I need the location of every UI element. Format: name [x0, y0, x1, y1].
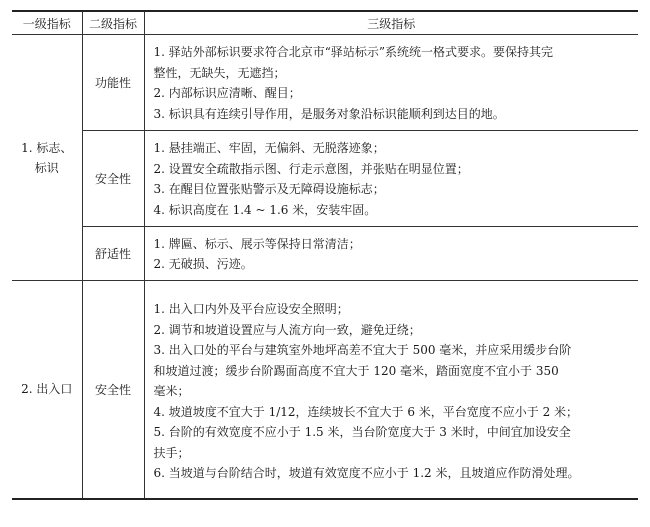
- indicator-table-container: [12, 10, 638, 500]
- level1-cell: [12, 281, 82, 499]
- level3-text-line: 2. 内部标识应清晰、醒目；: [153, 86, 301, 100]
- header-level2: 二级指标: [82, 11, 144, 35]
- level2-cell: 安全性: [82, 281, 144, 499]
- table-row: [12, 131, 638, 227]
- level2-cell: 安全性: [82, 131, 144, 227]
- table-row: [12, 281, 638, 499]
- level3-text-line: 1. 悬挂端正、牢固，无偏斜、无脱落迹象；: [153, 141, 385, 155]
- level3-text-line: 1. 牌匾、标示、展示等保持日常清洁；: [153, 236, 361, 251]
- level3-text-line: 1. 驿站外部标识要求符合北京市“驿站标示”系统统一格式要求。要保持其完: [153, 45, 554, 59]
- level3-cell: [144, 227, 638, 281]
- level3-text-line: 2. 调节和坡道设置应与人流方向一致，避免迂绕；: [153, 322, 421, 337]
- level2-cell: 功能性: [82, 35, 144, 131]
- level3-cell: [144, 281, 638, 499]
- indicator-table: [12, 10, 638, 500]
- level3-text-line: 和坡道过渡；缓步台阶踢面高度不宜大于 120 毫米，踏面宽度不宜小于 350: [153, 363, 559, 378]
- level3-text-line: 3. 在醒目位置张贴警示及无障碍设施标志；: [153, 182, 385, 196]
- level3-text-line: 2. 设置安全疏散指示图、行走示意图，并张贴在明显位置；: [153, 161, 469, 176]
- table-row: [12, 35, 638, 131]
- level3-text-line: 4. 标识高度在 1.4 ~ 1.6 米，安装牢固。: [153, 202, 377, 217]
- level3-text-line: 6. 当坡道与台阶结合时，坡道有效宽度不应小于 1.2 米，且坡道应作防滑处理。: [153, 466, 580, 480]
- level3-text-line: 4. 坡道坡度不宜大于 1/12，连续坡长不宜大于 6 米，平台宽度不应小于 2 米；: [153, 404, 579, 419]
- level3-cell: [144, 131, 638, 227]
- level3-text-line: 2. 无破损、污迹。: [153, 257, 253, 271]
- table-body: [12, 35, 638, 499]
- level2-cell: 舒适性: [82, 227, 144, 281]
- level3-cell: [144, 35, 638, 131]
- level3-text-line: 扶手；: [153, 445, 190, 460]
- level3-text-line: 整性，无缺失，无遮挡；: [153, 65, 286, 80]
- level1-text-line: 标识: [34, 160, 59, 175]
- level3-text-line: 5. 台阶的有效宽度不应小于 1.5 米，当台阶宽度大于 3 米时，中间宜加设安全: [153, 425, 571, 439]
- level1-cell: [12, 35, 82, 281]
- level3-text-line: 毫米；: [153, 384, 190, 398]
- header-level3: 三级指标: [144, 11, 638, 35]
- level3-text-line: 1. 出入口内外及平台应设安全照明；: [153, 302, 349, 316]
- table-header: [12, 11, 638, 35]
- level3-text-line: 3. 出入口处的平台与建筑室外地坪高差不宜大于 500 毫米，并应采用缓步台阶: [153, 343, 572, 357]
- level3-text-line: 3. 标识具有连续引导作用，是服务对象沿标识能顺利到达目的地。: [153, 106, 505, 121]
- header-level1: 一级指标: [12, 11, 82, 35]
- table-row: [12, 227, 638, 281]
- level1-text-line: 1. 标志、: [21, 140, 73, 155]
- level1-text-line: 2. 出入口: [21, 382, 73, 397]
